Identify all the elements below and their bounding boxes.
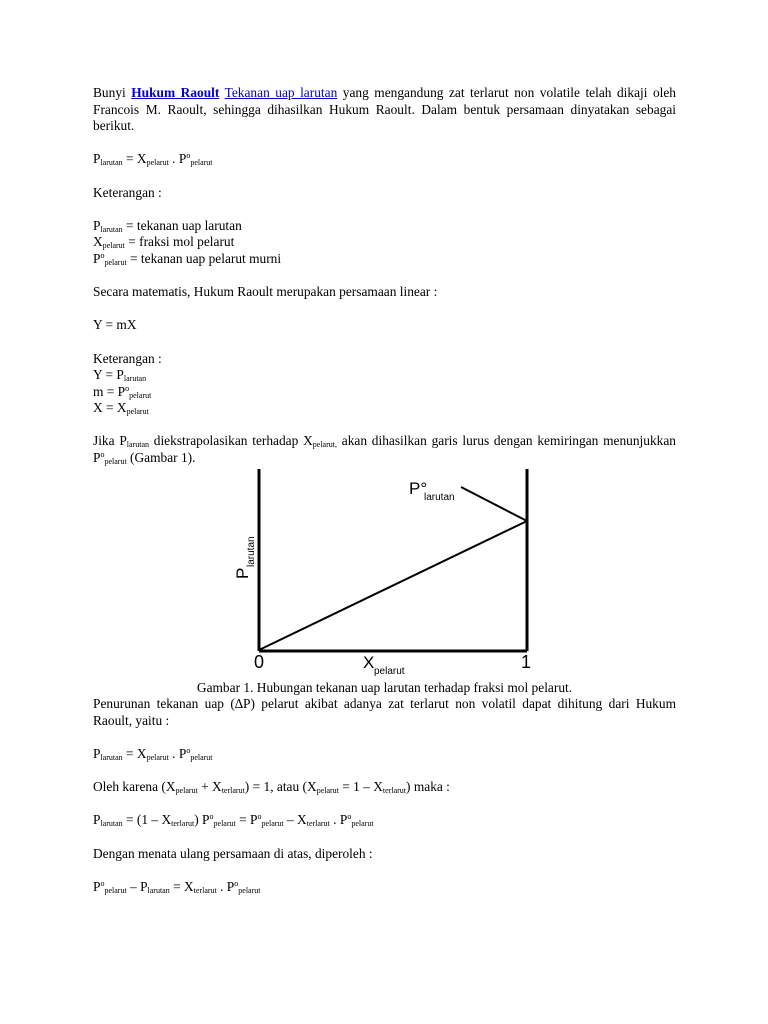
linear-definition-item: $X = X_{pelarut}$: [93, 400, 149, 417]
definition-item: $X_{pelarut}$ = fraksi mol pelarut: [93, 234, 235, 251]
x-tick-1: 1: [521, 651, 532, 672]
y-axis-label-group: [233, 536, 257, 579]
p0-sublabel: larutan: [424, 491, 455, 503]
dengan-paragraph: Dengan menata ulang persamaan di atas, diperoleh :: [93, 845, 373, 861]
linear-equation: Y = mX: [93, 317, 137, 333]
raoult-line: [259, 521, 527, 650]
equation-raoult-2: $P_{larutan} = X_{pelarut}$ . $P^o_{pelarut}$: [93, 746, 213, 763]
raoult-graph: [93, 469, 676, 680]
figure-caption: Gambar 1. Hubungan tekanan uap larutan terhadap fraksi mol pelarut.: [196, 679, 573, 695]
linear-definition-item: $m = P^o_{pelarut}$: [93, 383, 152, 400]
figure-1: [93, 469, 676, 680]
hukum-raoult-link[interactable]: Hukum Raoult: [131, 85, 220, 100]
document-body: [93, 85, 676, 895]
definition-item: $P_{larutan}$ = tekanan uap larutan: [93, 217, 242, 234]
y-axis-label: P: [233, 567, 252, 579]
definition-item: $P^o_{pelarut}$ = tekanan uap pelarut murni: [93, 250, 282, 267]
intro-paragraph: [93, 85, 676, 135]
intro-word: Bunyi: [93, 85, 126, 100]
x-tick-0: 0: [254, 651, 265, 672]
x-axis-sublabel: pelarut: [374, 665, 405, 677]
intro-text: yang mengandung zat terlarut non volatile telah dikaji oleh Francois M. Raoult, sehingga dihasilkan Hukum Raoult. Dalam bentuk persamaan dinyatakan sebagai berikut.: [93, 85, 677, 134]
keterangan-heading-2: Keterangan :: [93, 350, 162, 366]
definitions-list: [93, 218, 676, 268]
keterangan-heading-1: Keterangan :: [93, 184, 162, 200]
equation-delta-p: $P^o_{pelarut} - P_{larutan} = X_{terlarut}$ . $P^o_{pelarut}$: [93, 878, 261, 895]
y-axis-sublabel: larutan: [246, 536, 257, 567]
penurunan-paragraph: Penurunan tekanan uap (∆P) pelarut akibat adanya zat terlarut non volatil dapat dihitung dari Hukum Raoult, yaitu :: [93, 696, 676, 728]
p0-label: P°: [409, 478, 428, 498]
tekanan-uap-larutan-link[interactable]: Tekanan uap larutan: [224, 85, 338, 100]
extrapolation-paragraph: Jika $P_{larutan}$ diekstrapolasikan terhadap $X_{pelarut,}$ akan dihasilkan garis lurus dengan kemiringan menunjukkan $P^o_{pelarut}$ (Gambar 1).: [93, 433, 676, 467]
linear-intro: Secara matematis, Hukum Raoult merupakan persamaan linear :: [93, 284, 438, 300]
linear-definitions-list: [93, 367, 676, 417]
equation-expanded: $P_{larutan} = (1 - X_{terlarut}) P^o_{pelarut} = P^o_{pelarut} - X_{terlarut}$ . $P^o_{pelarut}$: [93, 812, 374, 829]
oleh-karena-line: Oleh karena $(X_{pelarut} + X_{terlarut}) = 1$, atau $(X_{pelarut} = 1 - X_{terlarut})$ maka :: [93, 779, 450, 796]
x-axis-label: X: [363, 652, 375, 672]
p0-pointer-line: [461, 487, 527, 521]
equation-raoult: $P_{larutan} = X_{pelarut}$ . $P^o_{pelarut}$: [93, 151, 213, 168]
linear-definition-item: $Y = P_{larutan}$: [93, 367, 147, 384]
